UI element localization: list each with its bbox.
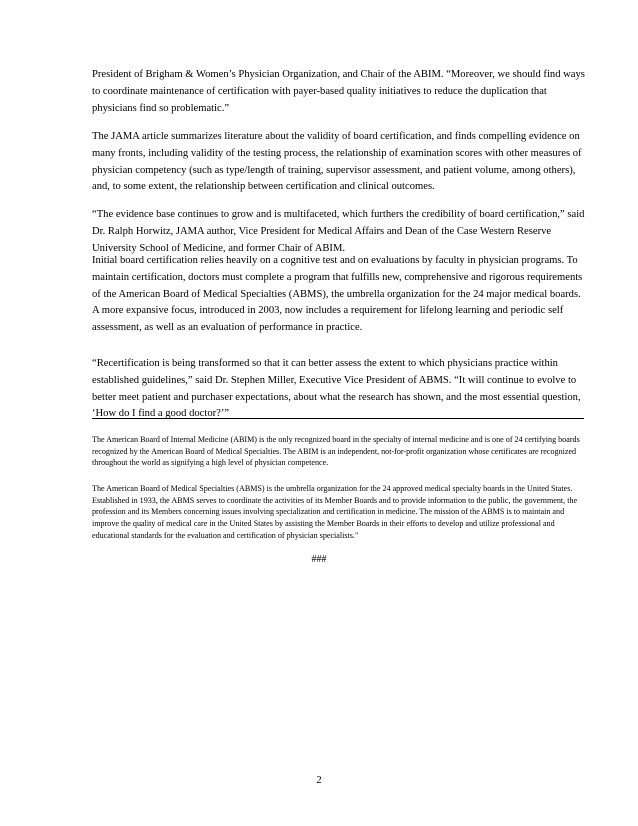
- footnote-abim: The American Board of Internal Medicine (ABIM) is the only recognized board in the specialty of internal medicine and is one of 24 certifying boards recognized by the American Board of Medical Specialties. The ABIM is an independent, not-for-profit organization whose certificates are recognized throughout the world as signifying a high level of physician competence.: [92, 435, 580, 468]
- section-divider: [92, 418, 584, 419]
- page-number: 2: [316, 775, 322, 786]
- end-mark: ###: [311, 554, 327, 565]
- footnote-abms: The American Board of Medical Specialties (ABMS) is the umbrella organization for the 24 approved medical specialty boards in the United States. Established in 1933, the ABMS serves to coordinate the activities of its Member Boards and to provide information to the public, the government, the profession and its Members concerning issues involving specialization and certification in medicine. The mission of the ABMS is to maintain and improve the quality of medical care in the United States by assisting the Member Boards in their efforts to develop and utilize professional and educational standards for the evaluation and certification of physician specialists.": [92, 484, 578, 540]
- paragraph-miller-quote: “Recertification is being transformed so that it can better assess the extent to which physicians practice within established guidelines,” said Dr. Stephen Miller, Executive Vice President of ABMS. “It will continue to evolve to better meet patient and purchaser expectations, about what the research has shown, and the most essential question, ‘How do I find a good doctor?’”: [92, 358, 581, 420]
- paragraph-jama-summary: The JAMA article summarizes literature about the validity of board certification, and finds compelling evidence on many fronts, including validity of the testing process, the relationship of examination scores with other measures of physician competency (such as type/length of training, supervisor assessment, and patient volume, among others), and, to some extent, the relationship between certification and clinical outcomes.: [92, 131, 582, 193]
- paragraph-horwitz-quote: “The evidence base continues to grow and is multifaceted, which furthers the credibility of board certification,” said Dr. Ralph Horwitz, JAMA author, Vice President for Medical Affairs and Dean of the Case Western Reserve University School of Medicine, and former Chair of ABIM.: [92, 209, 585, 254]
- paragraph-certification-process: Initial board certification relies heavily on a cognitive test and on evaluations by faculty in physician programs. To maintain certification, doctors must complete a program that fulfills new, comprehensive and rigorous requirements of the American Board of Medical Specialties (ABMS), the umbrella organization for the 24 major medical boards. A more expansive focus, introduced in 2003, now includes a requirement for lifelong learning and periodic self assessment, as well as an evaluation of performance in practice.: [92, 255, 583, 334]
- paragraph-quote-continuation: President of Brigham & Women’s Physician Organization, and Chair of the ABIM. “Moreover, we should find ways to coordinate maintenance of certification with payer-based quality initiatives to reduce the duplication that physicians find so problematic.”: [92, 69, 585, 114]
